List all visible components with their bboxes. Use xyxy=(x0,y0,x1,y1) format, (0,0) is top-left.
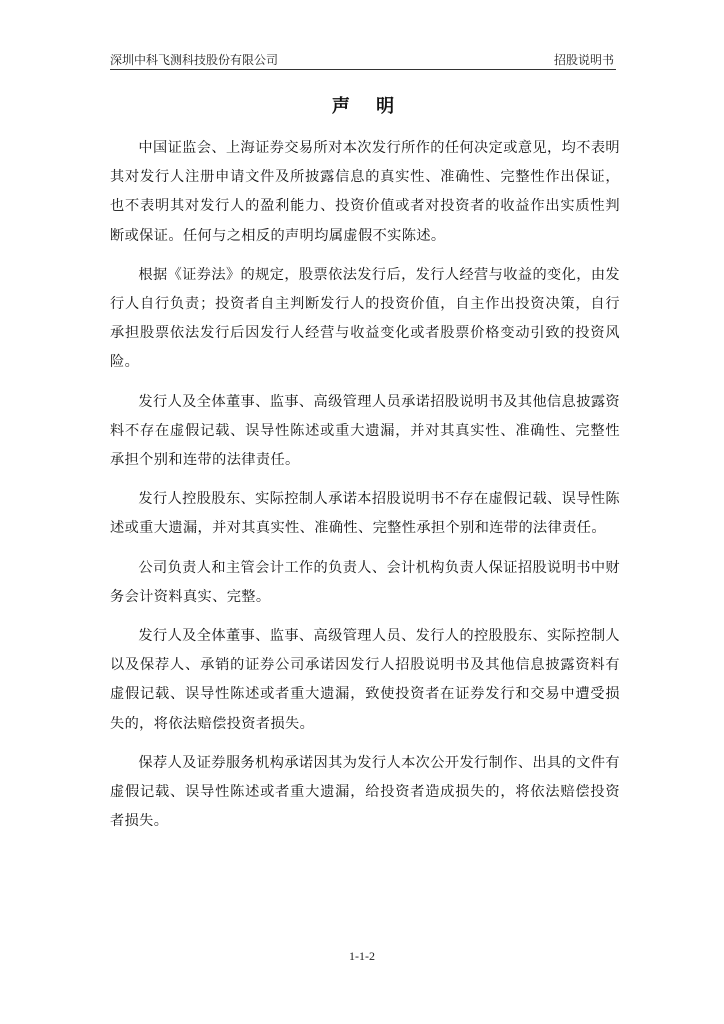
paragraph-controlling-shareholder-commitment: 发行人控股股东、实际控制人承诺本招股说明书不存在虚假记载、误导性陈述或重大遗漏，并对其真实性、准确性、完整性承担个别和连带的法律责任。 xyxy=(110,491,620,537)
paragraph-compensation-commitment: 发行人及全体董事、监事、高级管理人员、发行人的控股股东、实际控制人以及保荐人、承销的证券公司承诺因发行人招股说明书及其他信息披露资料有虚假记载、误导性陈述或者重大遗漏，致使投资者在证券发行和交易中遭受损失的，将依法赔偿投资者损失。 xyxy=(110,628,620,732)
paragraph-securities-law-risk: 根据《证券法》的规定，股票依法发行后，发行人经营与收益的变化，由发行人自行负责；投资者自主判断发行人的投资价值，自主作出投资决策，自行承担股票依法发行后因发行人经营与收益变化或者股票价格变动引致的投资风险。 xyxy=(110,266,620,371)
page-title: 声 明 xyxy=(331,96,405,117)
header-document-type: 招股说明书 xyxy=(553,53,614,67)
paragraph-financial-accuracy: 公司负责人和主管会计工作的负责人、会计机构负责人保证招股说明书中财务会计资料真实、完整。 xyxy=(110,559,620,605)
page-header xyxy=(110,52,616,68)
paragraph-board-commitment: 发行人及全体董事、监事、高级管理人员承诺招股说明书及其他信息披露资料不存在虚假记载、误导性陈述或重大遗漏，并对其真实性、准确性、完整性承担个别和连带的法律责任。 xyxy=(110,393,620,469)
paragraph-service-institutions-commitment: 保荐人及证券服务机构承诺因其为发行人本次公开发行制作、出具的文件有虚假记载、误导性陈述或者重大遗漏，给投资者造成损失的，将依法赔偿投资者损失。 xyxy=(110,754,620,830)
header-divider xyxy=(110,69,616,70)
page-number: 1-1-2 xyxy=(349,949,375,963)
paragraph-regulator-disclaimer: 中国证监会、上海证券交易所对本次发行所作的任何决定或意见，均不表明其对发行人注册申请文件及所披露信息的真实性、准确性、完整性作出保证，也不表明其对发行人的盈利能力、投资价值或者对投资者的收益作出实质性判断或保证。任何与之相反的声明均属虚假不实陈述。 xyxy=(110,140,620,244)
header-company-name: 深圳中科飞测科技股份有限公司 xyxy=(110,53,279,67)
declaration-body xyxy=(110,134,620,846)
